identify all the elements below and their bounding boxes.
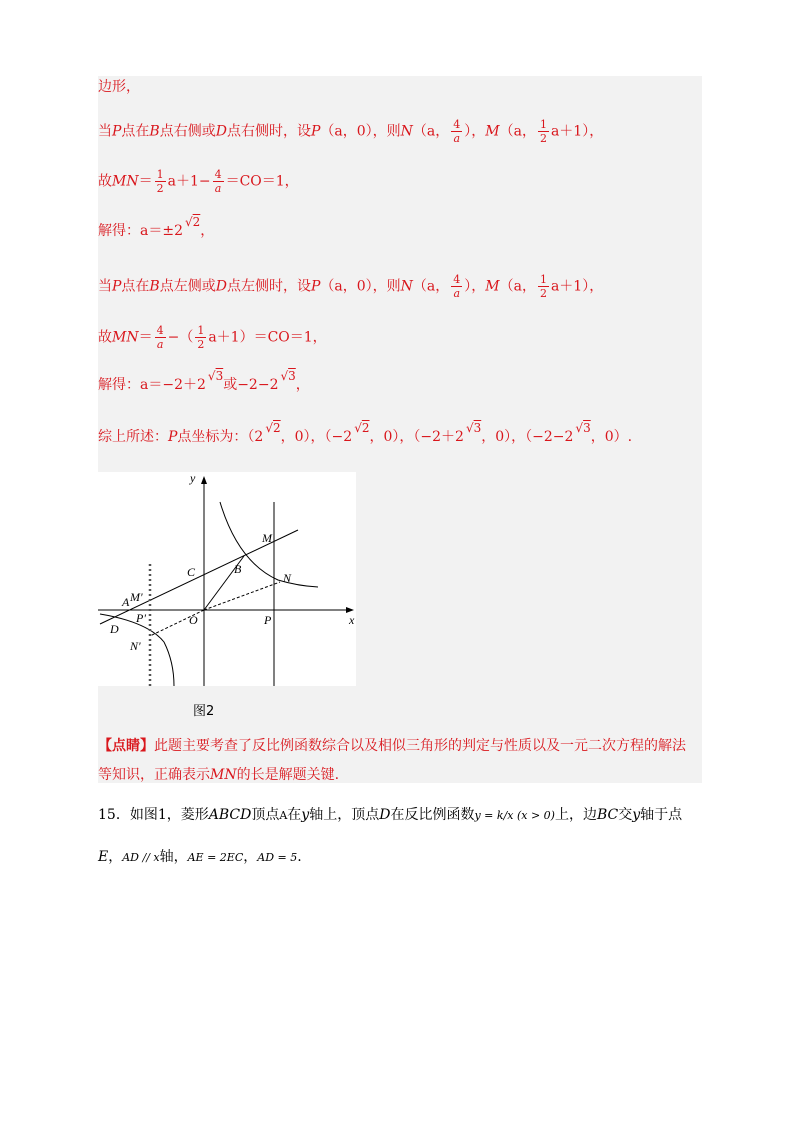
- fraction: $\frac{4}{a}$: [156, 324, 164, 351]
- function-formula: y = k/x (x > 0): [474, 809, 555, 822]
- text: a＋1−: [167, 173, 211, 190]
- text: ），: [464, 123, 486, 140]
- text: 或−2−2: [223, 377, 279, 393]
- fraction: $\frac{4}{a}$: [214, 168, 222, 195]
- comment-tag: 【点睛】: [98, 738, 154, 754]
- text: 点坐标为：（2: [177, 429, 264, 445]
- equation-1: [98, 168, 299, 195]
- var: BC: [596, 807, 619, 823]
- text: 故: [98, 329, 112, 346]
- text: a＋1），: [550, 123, 604, 140]
- text: 解得：a＝±2: [98, 223, 183, 239]
- var: E: [98, 849, 109, 865]
- label-p: P: [264, 613, 272, 627]
- text: ），: [464, 278, 486, 295]
- text: 交: [618, 807, 633, 823]
- var: AE = 2EC: [187, 851, 244, 864]
- var: MN: [210, 767, 237, 783]
- var: D: [215, 278, 227, 295]
- var: D: [379, 807, 391, 823]
- text: （a，: [499, 123, 536, 140]
- var: y: [301, 807, 310, 823]
- var: A: [279, 809, 288, 822]
- text: 点在: [121, 278, 150, 295]
- text: （a，0），则: [320, 278, 401, 295]
- text: ＝: [138, 173, 153, 190]
- text: 当: [98, 123, 112, 140]
- sqrt: √ 2: [354, 419, 369, 437]
- text: ，0）.: [590, 429, 633, 445]
- label-n-prime: N': [130, 639, 141, 653]
- text: 顶点: [251, 807, 280, 823]
- text: ，: [200, 223, 215, 239]
- label-m-prime: M': [130, 590, 143, 604]
- text: （a，: [499, 278, 536, 295]
- label-n: N: [283, 571, 292, 585]
- var: MN: [112, 173, 139, 190]
- figure-graph: [98, 472, 356, 686]
- sqrt: √ 3: [466, 419, 481, 437]
- text: （a，: [412, 123, 450, 140]
- text: 点右侧或: [159, 123, 216, 140]
- var: D: [215, 123, 227, 140]
- text: a＋1），: [550, 278, 604, 295]
- text: 在: [287, 807, 302, 823]
- var: M: [485, 278, 500, 295]
- solution-2: [98, 369, 310, 394]
- fraction: $\frac{1}{2}$: [539, 273, 547, 300]
- text: 在反比例函数: [390, 807, 475, 823]
- solution-1: [98, 215, 215, 240]
- label-c: C: [187, 565, 196, 579]
- summary-line: [98, 421, 633, 446]
- equation-2: [98, 324, 327, 351]
- text: 综上所述：: [98, 429, 168, 445]
- text: ，0），（−2: [280, 429, 353, 445]
- label-a: A: [122, 595, 130, 609]
- text: a＋1）＝CO＝1，: [208, 329, 327, 346]
- label-y: y: [190, 472, 196, 485]
- sqrt: √ 3: [280, 367, 295, 385]
- var: P: [112, 278, 122, 295]
- var: AD = 5: [257, 851, 298, 864]
- y-arrow: [201, 476, 207, 484]
- text: ，0），（−2−2: [481, 429, 574, 445]
- comment-line-1: [98, 737, 686, 755]
- text: 点左侧或: [159, 278, 216, 295]
- var: M: [485, 123, 500, 140]
- text: ，: [243, 849, 258, 865]
- text: 的长是解题关键.: [236, 767, 340, 783]
- text: （a，0），则: [320, 123, 401, 140]
- figure-caption: 图2: [193, 704, 215, 719]
- text: −（: [167, 329, 194, 346]
- text: 轴上，顶点: [309, 807, 380, 823]
- var: P: [112, 123, 122, 140]
- var: y: [632, 807, 641, 823]
- var: B: [149, 123, 160, 140]
- text: 上，边: [554, 807, 597, 823]
- text: 等知识，正确表示: [98, 767, 210, 783]
- segment-on: [204, 582, 280, 610]
- fraction: $\frac{4}{a}$: [453, 273, 461, 300]
- fraction: $\frac{1}{2}$: [156, 168, 164, 195]
- label-d: D: [110, 622, 119, 636]
- label-o: O: [189, 613, 198, 627]
- text: 点右侧时，设: [226, 123, 311, 140]
- var: N: [400, 123, 413, 140]
- var: P: [310, 123, 321, 140]
- text: 15．如图1，菱形: [98, 807, 209, 823]
- text: （a，: [412, 278, 450, 295]
- sqrt: √ 3: [575, 419, 590, 437]
- label-m: M: [262, 531, 272, 545]
- text: 点在: [121, 123, 150, 140]
- text: ＝CO＝1，: [225, 173, 299, 190]
- sqrt: √ 2: [185, 213, 200, 231]
- text: ，0），（−2＋2: [369, 429, 464, 445]
- text: 边形，: [98, 79, 140, 95]
- text: ，: [295, 377, 310, 393]
- sqrt: √ 2: [265, 419, 280, 437]
- fraction: $\frac{1}{2}$: [197, 324, 205, 351]
- var: MN: [112, 329, 139, 346]
- label-x: x: [349, 613, 355, 627]
- case-left-line: [98, 273, 603, 300]
- text: 轴，: [159, 849, 188, 865]
- text: 此题主要考查了反比例函数综合以及相似三角形的判定与性质以及一元二次方程的解法: [154, 738, 686, 754]
- label-b: B: [234, 562, 242, 576]
- case-right-line: [98, 118, 603, 145]
- text: ＝: [138, 329, 153, 346]
- comment-line-2: [98, 766, 339, 784]
- var: ABCD: [208, 807, 252, 823]
- text: 轴于点: [640, 807, 683, 823]
- fraction: $\frac{4}{a}$: [453, 118, 461, 145]
- var: P: [168, 429, 178, 445]
- text: .: [297, 849, 302, 865]
- sqrt: √ 3: [208, 367, 223, 385]
- fraction: $\frac{1}{2}$: [539, 118, 547, 145]
- label-p-prime: P': [136, 611, 146, 625]
- question-15-line-1: [98, 806, 682, 825]
- var: AD // x: [122, 851, 160, 864]
- text: 点左侧时，设: [226, 278, 311, 295]
- var: N: [400, 278, 413, 295]
- text: 故: [98, 173, 112, 190]
- solution-line-edge: [98, 78, 140, 96]
- var: B: [149, 278, 160, 295]
- var: P: [310, 278, 321, 295]
- text: 当: [98, 278, 112, 295]
- question-15-line-2: [98, 848, 302, 867]
- text: 解得：a＝−2＋2: [98, 377, 206, 393]
- figure-2: [98, 472, 356, 686]
- text: ，: [108, 849, 123, 865]
